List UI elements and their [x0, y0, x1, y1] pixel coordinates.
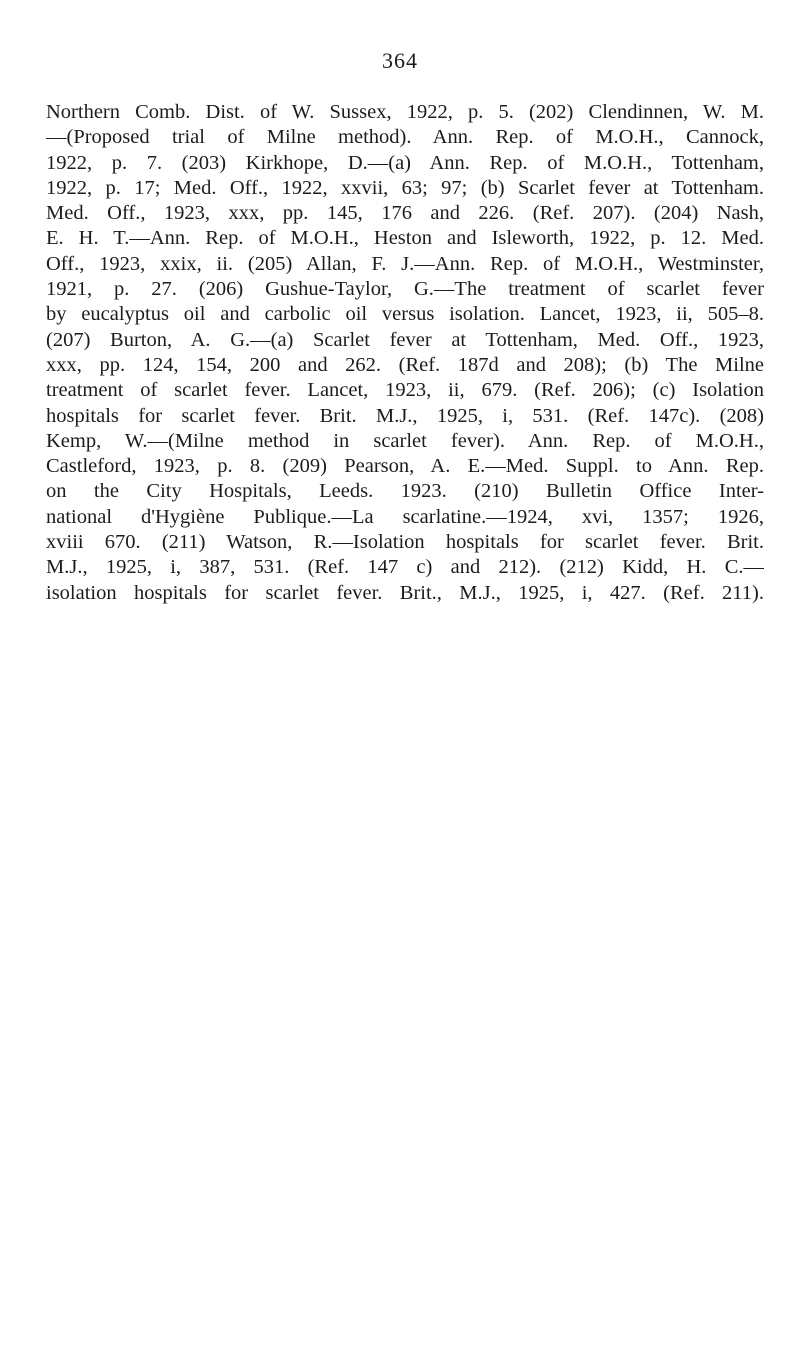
- text-line: on the City Hospitals, Leeds. 1923. (210) Bulletin Office Inter-: [46, 480, 764, 503]
- text-line: Med. Off., 1923, xxx, pp. 145, 176 and 226. (Ref. 207). (204) Nash,: [46, 202, 764, 225]
- text-line: Northern Comb. Dist. of W. Sussex, 1922, p. 5. (202) Clendinnen, W. M.: [46, 101, 764, 123]
- text-line: xviii 670. (211) Watson, R.—Isolation hospitals for scarlet fever. Brit.: [46, 531, 764, 554]
- text-line: national d'Hygiène Publique.—La scarlatine.—1924, xvi, 1357; 1926,: [46, 505, 764, 528]
- page-number: 364: [382, 48, 418, 73]
- text-line: 1922, p. 17; Med. Off., 1922, xxvii, 63; 97; (b) Scarlet fever at Tottenham.: [46, 176, 764, 199]
- text-line: 1921, p. 27. (206) Gushue-Taylor, G.—The treatment of scarlet fever: [46, 278, 764, 301]
- text-line: Castleford, 1923, p. 8. (209) Pearson, A. E.—Med. Suppl. to Ann. Rep.: [46, 455, 764, 478]
- text-line: isolation hospitals for scarlet fever. Brit., M.J., 1925, i, 427. (Ref. 211).: [46, 581, 764, 604]
- references-paragraph: [46, 100, 764, 606]
- text-line: treatment of scarlet fever. Lancet, 1923, ii, 679. (Ref. 206); (c) Isolation: [46, 379, 764, 402]
- text-line: Off., 1923, xxix, ii. (205) Allan, F. J.—Ann. Rep. of M.O.H., Westminster,: [46, 252, 764, 275]
- text-line: hospitals for scarlet fever. Brit. M.J., 1925, i, 531. (Ref. 147c). (208): [46, 404, 764, 427]
- text-line: E. H. T.—Ann. Rep. of M.O.H., Heston and Isleworth, 1922, p. 12. Med.: [46, 227, 764, 250]
- text-line: xxx, pp. 124, 154, 200 and 262. (Ref. 187d and 208); (b) The Milne: [46, 353, 764, 376]
- text-line: Kemp, W.—(Milne method in scarlet fever). Ann. Rep. of M.O.H.,: [46, 429, 764, 452]
- text-line: (207) Burton, A. G.—(a) Scarlet fever at Tottenham, Med. Off., 1923,: [46, 328, 764, 351]
- text-line: 1922, p. 7. (203) Kirkhope, D.—(a) Ann. Rep. of M.O.H., Tottenham,: [46, 151, 764, 174]
- text-line: M.J., 1925, i, 387, 531. (Ref. 147 c) and 212). (212) Kidd, H. C.—: [46, 556, 764, 579]
- text-line: —(Proposed trial of Milne method). Ann. Rep. of M.O.H., Cannock,: [46, 126, 764, 149]
- text-line: by eucalyptus oil and carbolic oil versus isolation. Lancet, 1923, ii, 505–8.: [46, 303, 764, 326]
